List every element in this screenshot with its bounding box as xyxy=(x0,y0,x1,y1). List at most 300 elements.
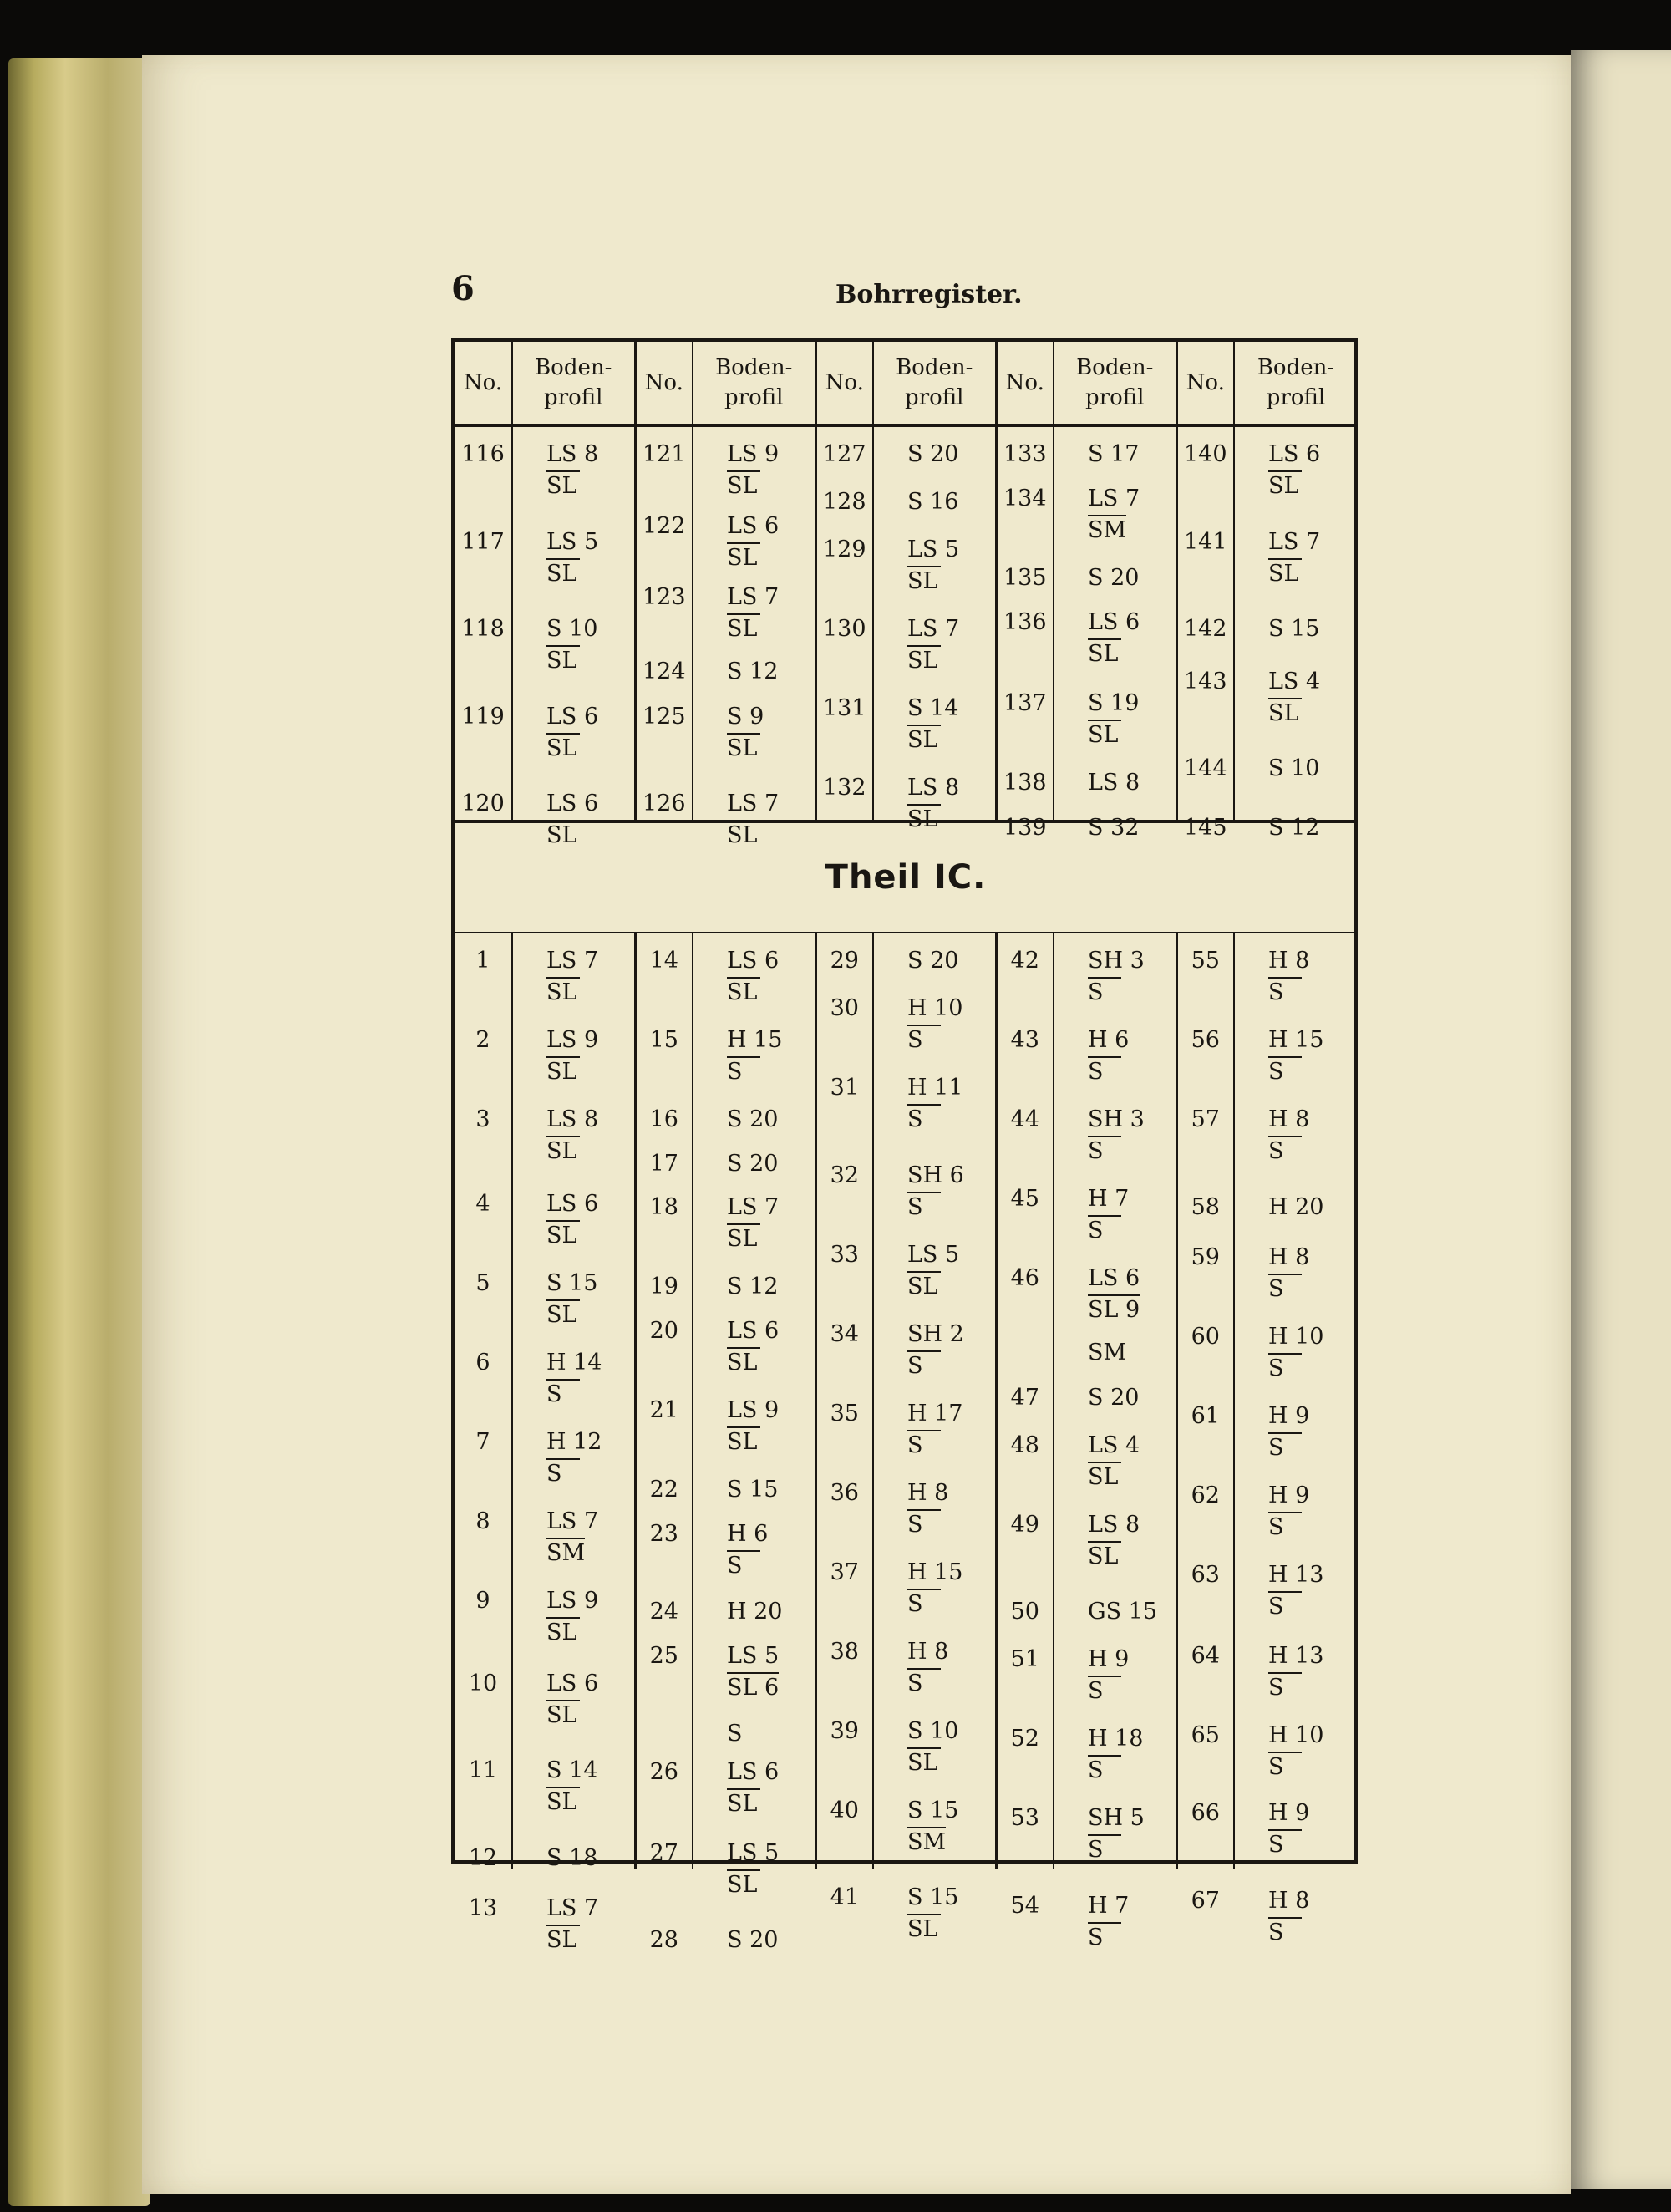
bodenprofil-entry xyxy=(513,1843,634,1874)
bohrung-number: 125 xyxy=(642,703,686,730)
no-column xyxy=(635,933,693,1954)
bodenprofil-entry xyxy=(1235,666,1357,730)
header-no xyxy=(815,342,873,425)
profil-upper-layer: H 9 xyxy=(1268,1482,1310,1509)
profil-upper-layer: H 8 xyxy=(1268,1244,1310,1271)
bohrung-number: 4 xyxy=(475,1190,490,1217)
profil-upper-layer: S 10 xyxy=(907,1717,959,1744)
bohrung-number: 142 xyxy=(1183,616,1227,642)
profil-upper-layer: SM xyxy=(1088,1340,1127,1366)
profil-lower-layer: S xyxy=(546,1379,580,1409)
profil-upper-layer: S 12 xyxy=(727,1273,779,1299)
profil-upper-layer: S 16 xyxy=(907,489,959,515)
profil-lower-layer: S xyxy=(1268,1136,1302,1166)
profil-lower-layer: SL xyxy=(907,1747,941,1777)
bodenprofil-entry xyxy=(1054,812,1176,844)
bodenprofil-entry xyxy=(1054,1430,1176,1493)
profil-upper-layer: S 20 xyxy=(907,441,959,467)
header-bodenprofil xyxy=(873,342,996,425)
bohrung-number: 47 xyxy=(1010,1384,1039,1411)
profil-upper-layer: H 10 xyxy=(1268,1324,1324,1350)
profil-lower-layer: S xyxy=(1268,1512,1302,1542)
profil-upper-layer: LS 7 xyxy=(1268,528,1321,555)
bodenprofil-entry xyxy=(693,1104,815,1136)
profil-upper-layer: S 10 xyxy=(546,616,598,642)
profil-lower-layer: SL xyxy=(907,1271,941,1301)
profil-lower-layer: SL xyxy=(546,1299,580,1330)
bohrung-number: 59 xyxy=(1191,1244,1220,1271)
section-title: Theil IC. xyxy=(825,858,987,897)
profil-upper-layer: SH 3 xyxy=(1088,1106,1145,1132)
header-bp-line1: Boden- xyxy=(1076,355,1154,380)
profil-upper-layer: LS 5 xyxy=(727,1643,780,1670)
bohrung-number: 42 xyxy=(1010,948,1039,974)
profil-upper-layer: LS 8 xyxy=(546,441,599,467)
profil-upper-layer: S 20 xyxy=(727,1927,779,1954)
bodenprofil-entry xyxy=(1054,767,1176,799)
profil-upper-layer: H 9 xyxy=(1088,1646,1130,1672)
bohrung-number: 61 xyxy=(1191,1403,1220,1430)
header-bp-line2: profil xyxy=(724,385,784,410)
bohrung-number: 34 xyxy=(830,1320,859,1347)
header-no-text: No. xyxy=(825,370,864,395)
bohrung-number: 8 xyxy=(475,1508,490,1534)
profil-upper-layer: GS 15 xyxy=(1088,1599,1158,1625)
profil-lower-layer: SL xyxy=(1088,720,1121,750)
bohrung-number: 139 xyxy=(1003,814,1047,841)
bohrung-number: 116 xyxy=(461,441,505,467)
profil-lower-layer: SM xyxy=(546,1538,585,1568)
profil-upper-layer: H 17 xyxy=(907,1400,963,1426)
bohrung-number: 37 xyxy=(830,1559,859,1585)
no-column xyxy=(1176,425,1234,841)
header-no-text: No. xyxy=(1005,370,1044,395)
bodenprofil-entry xyxy=(513,1426,634,1490)
profil-upper-layer: S 14 xyxy=(907,695,959,721)
profil-upper-layer: SH 5 xyxy=(1088,1805,1145,1831)
bohrung-number: 52 xyxy=(1010,1726,1039,1752)
profil-lower-layer: SL xyxy=(546,1925,580,1955)
bodenprofil-column xyxy=(693,425,815,848)
profil-lower-layer: SL xyxy=(907,725,941,755)
header-bp-line1: Boden- xyxy=(535,355,612,380)
profil-upper-layer: S 20 xyxy=(1088,565,1140,592)
no-column xyxy=(455,933,512,1922)
profil-lower-layer: SL xyxy=(546,1056,580,1086)
profil-lower-layer: S xyxy=(907,1350,941,1381)
bodenprofil-entry xyxy=(874,993,995,1056)
bohrung-number: 23 xyxy=(649,1520,678,1547)
bodenprofil-entry xyxy=(513,1347,634,1411)
profil-upper-layer: H 6 xyxy=(727,1520,769,1547)
profil-upper-layer: H 20 xyxy=(727,1599,783,1625)
bodenprofil-entry xyxy=(513,1668,634,1731)
bodenprofil-entry xyxy=(513,945,634,1009)
profil-lower-layer: SL xyxy=(727,733,760,763)
profil-upper-layer: LS 8 xyxy=(1088,770,1140,796)
profil-upper-layer: S 15 xyxy=(727,1476,779,1503)
bodenprofil-entry xyxy=(874,693,995,756)
bohrung-number: 134 xyxy=(1003,486,1047,512)
bohrung-number: 21 xyxy=(649,1396,678,1423)
bohrung-number: 122 xyxy=(642,512,686,539)
profil-lower-layer: S xyxy=(1088,1676,1121,1706)
profil-upper-layer: H 7 xyxy=(1088,1186,1130,1212)
bohrung-number: 117 xyxy=(461,528,505,555)
register-grid xyxy=(455,342,1357,1954)
bodenprofil-entry xyxy=(513,613,634,677)
bohrung-number: 143 xyxy=(1183,668,1227,694)
profil-lower-layer: SL xyxy=(546,558,580,588)
bodenprofil-entry xyxy=(1235,1559,1357,1623)
bodenprofil-entry xyxy=(1235,439,1357,502)
bohrung-number: 5 xyxy=(475,1269,490,1296)
bohrung-number: 131 xyxy=(822,695,866,721)
bodenprofil-entry xyxy=(513,1188,634,1252)
bodenprofil-entry xyxy=(693,1148,815,1180)
profil-lower-layer: SL xyxy=(907,804,941,834)
profil-upper-layer: LS 6 xyxy=(546,1190,599,1217)
header-bp-line2: profil xyxy=(544,385,603,410)
bodenprofil-entry xyxy=(874,1319,995,1382)
bodenprofil-entry xyxy=(1054,1183,1176,1247)
bodenprofil-entry xyxy=(1054,945,1176,1009)
profil-lower-layer: SL xyxy=(546,1617,580,1647)
profil-upper-layer: H 9 xyxy=(1268,1403,1310,1430)
bohrung-number: 29 xyxy=(830,948,859,974)
profil-lower-layer: S xyxy=(907,1104,941,1134)
profil-upper-layer: LS 6 xyxy=(727,512,780,539)
bodenprofil-entry xyxy=(1054,1509,1176,1573)
bodenprofil-entry xyxy=(1235,526,1357,590)
profil-lower-layer: S xyxy=(1268,977,1302,1007)
profil-upper-layer: H 10 xyxy=(907,995,963,1021)
bohrung-number: 45 xyxy=(1010,1186,1039,1212)
profil-upper-layer: S 12 xyxy=(1268,814,1320,841)
profil-lower-layer: SL xyxy=(907,1914,941,1944)
profil-lower-layer: S xyxy=(546,1458,580,1488)
profil-upper-layer: S 20 xyxy=(1088,1384,1140,1411)
bodenprofil-column xyxy=(873,933,996,1942)
bodenprofil-entry xyxy=(874,772,995,836)
profil-lower-layer: SL xyxy=(727,820,760,850)
bohrung-number: 67 xyxy=(1191,1887,1220,1914)
bodenprofil-entry xyxy=(874,1882,995,1945)
profil-upper-layer: S 15 xyxy=(546,1269,598,1296)
bohrung-number: 124 xyxy=(642,659,686,685)
bohrung-number: 32 xyxy=(830,1162,859,1188)
profil-upper-layer: H 11 xyxy=(907,1075,963,1101)
profil-upper-layer: S 32 xyxy=(1088,814,1140,841)
profil-lower-layer: S xyxy=(1268,1591,1302,1621)
profil-lower-layer: S xyxy=(1268,1432,1302,1462)
profil-lower-layer: S xyxy=(1088,977,1121,1007)
no-column xyxy=(996,933,1054,1919)
bodenprofil-entry xyxy=(1235,1192,1357,1223)
bodenprofil-entry xyxy=(1054,1890,1176,1954)
profil-lower-layer: S xyxy=(907,1509,941,1539)
bohrung-number: 119 xyxy=(461,703,505,730)
bodenprofil-entry xyxy=(693,788,815,852)
bodenprofil-entry xyxy=(513,1755,634,1818)
bohrung-number: 17 xyxy=(649,1151,678,1177)
profil-upper-layer: S 20 xyxy=(907,948,959,974)
bodenprofil-column xyxy=(1054,933,1176,1950)
bohrung-number: 53 xyxy=(1010,1805,1039,1831)
profil-lower-layer: S xyxy=(907,1589,941,1619)
bohrung-number: 145 xyxy=(1183,814,1227,841)
profil-lower-layer: SL xyxy=(1268,558,1302,588)
bohrung-number: 18 xyxy=(649,1193,678,1220)
profil-lower-layer: S xyxy=(1268,1353,1302,1383)
profil-upper-layer: H 8 xyxy=(907,1638,949,1665)
bohrung-number: 20 xyxy=(649,1317,678,1344)
bohrung-number: 132 xyxy=(822,775,866,801)
profil-lower-layer: SL xyxy=(546,1220,580,1250)
header-bp-line2: profil xyxy=(1266,385,1326,410)
profil-upper-layer: LS 6 xyxy=(1088,609,1140,636)
bodenprofil-entry xyxy=(1235,753,1357,785)
bohrung-number: 40 xyxy=(830,1797,859,1823)
bohrung-number: 28 xyxy=(649,1927,678,1954)
bodenprofil-entry xyxy=(1235,1025,1357,1088)
profil-upper-layer: LS 5 xyxy=(727,1839,780,1866)
profil-upper-layer: H 15 xyxy=(727,1027,783,1053)
profil-lower-layer: SL xyxy=(1088,1541,1121,1571)
bohrregister-table xyxy=(451,338,1358,1954)
profil-lower-layer: SL xyxy=(727,470,760,501)
page-number: 6 xyxy=(451,269,475,308)
profil-lower-layer: SL xyxy=(546,645,580,675)
bohrung-number: 19 xyxy=(649,1273,678,1299)
bohrung-number: 58 xyxy=(1191,1193,1220,1220)
bodenprofil-entry xyxy=(513,788,634,852)
bohrung-number: 144 xyxy=(1183,755,1227,782)
profil-lower-layer: SL xyxy=(546,733,580,763)
bodenprofil-entry xyxy=(874,1716,995,1779)
profil-upper-layer: S 15 xyxy=(1268,616,1320,642)
profil-upper-layer: LS 5 xyxy=(907,536,960,562)
bohrung-number: 141 xyxy=(1183,528,1227,555)
bodenprofil-entry xyxy=(513,1585,634,1649)
bodenprofil-entry xyxy=(513,1025,634,1088)
bodenprofil-entry xyxy=(1235,1720,1357,1783)
profil-lower-layer: S xyxy=(1268,1274,1302,1304)
bodenprofil-entry xyxy=(1054,1104,1176,1167)
running-head xyxy=(0,280,1671,309)
running-head-text: Bohrregister. xyxy=(836,280,1023,309)
bodenprofil-entry xyxy=(513,526,634,590)
bohrung-number: 12 xyxy=(468,1844,498,1871)
profil-upper-layer: LS 9 xyxy=(546,1027,599,1053)
profil-upper-layer: S 15 xyxy=(907,1884,959,1910)
profil-upper-layer: LS 7 xyxy=(907,616,960,642)
bodenprofil-entry xyxy=(1054,1382,1176,1414)
bohrung-number: 24 xyxy=(649,1599,678,1625)
bodenprofil-entry xyxy=(1235,613,1357,645)
profil-upper-layer: S 20 xyxy=(727,1151,779,1177)
bodenprofil-entry xyxy=(693,1518,815,1582)
bohrung-number: 123 xyxy=(642,584,686,610)
profil-lower-layer: SM xyxy=(907,1827,946,1857)
profil-upper-layer: S 17 xyxy=(1088,441,1140,467)
bodenprofil-entry xyxy=(513,1506,634,1569)
profil-upper-layer: S xyxy=(727,1721,743,1747)
profil-lower-layer: S xyxy=(1088,1056,1121,1086)
header-no xyxy=(996,342,1054,425)
bodenprofil-entry xyxy=(693,656,815,688)
profil-upper-layer: LS 6 xyxy=(727,1758,780,1785)
profil-upper-layer: LS 4 xyxy=(1088,1431,1140,1458)
bodenprofil-entry xyxy=(693,1395,815,1458)
bodenprofil-entry xyxy=(874,1072,995,1136)
bohrung-number: 55 xyxy=(1191,948,1220,974)
profil-lower-layer: SL 6 xyxy=(727,1672,779,1702)
bodenprofil-entry xyxy=(874,1160,995,1223)
profil-lower-layer: S xyxy=(907,1668,941,1698)
table-header-row xyxy=(455,342,1357,425)
bodenprofil-entry xyxy=(1235,1480,1357,1543)
profil-lower-layer: SL xyxy=(1268,698,1302,728)
part-b-row xyxy=(455,933,1357,1869)
profil-upper-layer: LS 6 xyxy=(546,1670,599,1696)
profil-lower-layer: S xyxy=(1268,1056,1302,1086)
bohrung-number: 39 xyxy=(830,1717,859,1744)
bohrung-number: 13 xyxy=(468,1895,498,1922)
profil-upper-layer: LS 6 xyxy=(546,703,599,730)
profil-upper-layer: H 8 xyxy=(907,1479,949,1506)
bohrung-number: 1 xyxy=(475,948,490,974)
bohrung-number: 140 xyxy=(1183,441,1227,467)
bodenprofil-entry xyxy=(1235,1321,1357,1385)
bodenprofil-entry xyxy=(513,439,634,502)
profil-upper-layer: H 8 xyxy=(1268,1106,1310,1132)
profil-lower-layer: SL xyxy=(546,1787,580,1817)
bodenprofil-column xyxy=(873,425,996,832)
profil-upper-layer: H 20 xyxy=(1268,1193,1324,1220)
bohrung-number: 43 xyxy=(1010,1027,1039,1053)
profil-lower-layer: SL xyxy=(546,470,580,501)
profil-upper-layer: LS 8 xyxy=(1088,1511,1140,1538)
bohrung-number: 11 xyxy=(468,1757,498,1783)
bodenprofil-entry xyxy=(693,439,815,502)
profil-lower-layer: S xyxy=(907,1025,941,1055)
bodenprofil-entry xyxy=(1054,1025,1176,1088)
header-no xyxy=(455,342,512,425)
profil-upper-layer: LS 4 xyxy=(1268,668,1321,694)
bodenprofil-entry xyxy=(1054,1337,1176,1369)
profil-upper-layer: H 7 xyxy=(1088,1892,1130,1919)
bodenprofil-entry xyxy=(1235,1885,1357,1949)
bohrung-number: 65 xyxy=(1191,1722,1220,1749)
bodenprofil-entry xyxy=(1054,439,1176,470)
bohrung-number: 14 xyxy=(649,948,678,974)
profil-lower-layer: S xyxy=(1268,1672,1302,1702)
bohrung-number: 127 xyxy=(822,441,866,467)
profil-upper-layer: H 6 xyxy=(1088,1027,1130,1053)
bohrung-number: 35 xyxy=(830,1400,859,1426)
bodenprofil-entry xyxy=(693,1474,815,1506)
profil-lower-layer: SL xyxy=(1088,638,1121,669)
profil-upper-layer: H 18 xyxy=(1088,1726,1144,1752)
bodenprofil-entry xyxy=(693,511,815,574)
bohrung-number: 3 xyxy=(475,1106,490,1132)
profil-upper-layer: SH 6 xyxy=(907,1162,964,1188)
bohrung-number: 129 xyxy=(822,536,866,562)
bodenprofil-entry xyxy=(874,534,995,597)
bohrung-number: 136 xyxy=(1003,609,1047,636)
bodenprofil-entry xyxy=(1235,1798,1357,1861)
no-column xyxy=(815,933,873,1910)
bohrung-number: 2 xyxy=(475,1027,490,1053)
bodenprofil-entry xyxy=(1235,1242,1357,1305)
header-no-text: No. xyxy=(463,370,503,395)
profil-lower-layer: S xyxy=(1088,1834,1121,1864)
profil-upper-layer: H 8 xyxy=(1268,948,1310,974)
bohrung-number: 36 xyxy=(830,1479,859,1506)
profil-upper-layer: LS 8 xyxy=(546,1106,599,1132)
profil-lower-layer: SL xyxy=(907,645,941,675)
profil-upper-layer: LS 7 xyxy=(727,1193,780,1220)
bohrung-number: 56 xyxy=(1191,1027,1220,1053)
profil-lower-layer: S xyxy=(907,1192,941,1222)
bohrung-number: 138 xyxy=(1003,770,1047,796)
bodenprofil-entry xyxy=(1054,1263,1176,1326)
profil-upper-layer: SH 2 xyxy=(907,1320,964,1347)
bohrung-number: 25 xyxy=(649,1643,678,1670)
profil-upper-layer: H 8 xyxy=(1268,1887,1310,1914)
bodenprofil-entry xyxy=(1235,1640,1357,1704)
bodenprofil-entry xyxy=(874,1795,995,1859)
bohrung-number: 62 xyxy=(1191,1482,1220,1509)
profil-upper-layer: LS 7 xyxy=(727,584,780,610)
bodenprofil-entry xyxy=(693,1315,815,1379)
bodenprofil-entry xyxy=(693,1838,815,1901)
profil-upper-layer: LS 7 xyxy=(546,1895,599,1922)
profil-upper-layer: LS 9 xyxy=(727,441,780,467)
bodenprofil-entry xyxy=(1054,562,1176,594)
profil-lower-layer: S xyxy=(727,1550,760,1580)
bohrung-number: 60 xyxy=(1191,1324,1220,1350)
profil-upper-layer: H 13 xyxy=(1268,1643,1324,1670)
bodenprofil-entry xyxy=(1054,688,1176,751)
bohrung-number: 50 xyxy=(1010,1599,1039,1625)
profil-upper-layer: LS 7 xyxy=(727,791,780,816)
header-bodenprofil xyxy=(1054,342,1176,425)
bohrung-number: 121 xyxy=(642,441,686,467)
profil-upper-layer: LS 7 xyxy=(546,948,599,974)
bodenprofil-entry xyxy=(874,1239,995,1303)
profil-lower-layer: SL xyxy=(546,1700,580,1730)
bodenprofil-entry xyxy=(874,945,995,977)
profil-upper-layer: H 9 xyxy=(1268,1800,1310,1827)
profil-upper-layer: H 12 xyxy=(546,1428,602,1455)
bodenprofil-entry xyxy=(693,582,815,645)
header-bodenprofil xyxy=(1234,342,1357,425)
bohrung-number: 15 xyxy=(649,1027,678,1053)
header-no-text: No. xyxy=(644,370,683,395)
profil-upper-layer: S 10 xyxy=(1268,755,1320,782)
profil-upper-layer: SH 3 xyxy=(1088,948,1145,974)
no-column xyxy=(455,425,512,821)
profil-upper-layer: LS 6 xyxy=(727,948,780,974)
bodenprofil-entry xyxy=(1054,1803,1176,1866)
bodenprofil-entry xyxy=(693,701,815,765)
bodenprofil-entry xyxy=(1054,1644,1176,1707)
bodenprofil-entry xyxy=(1054,1596,1176,1628)
book-page-edges xyxy=(8,58,150,2206)
header-bp-line1: Boden- xyxy=(896,355,973,380)
